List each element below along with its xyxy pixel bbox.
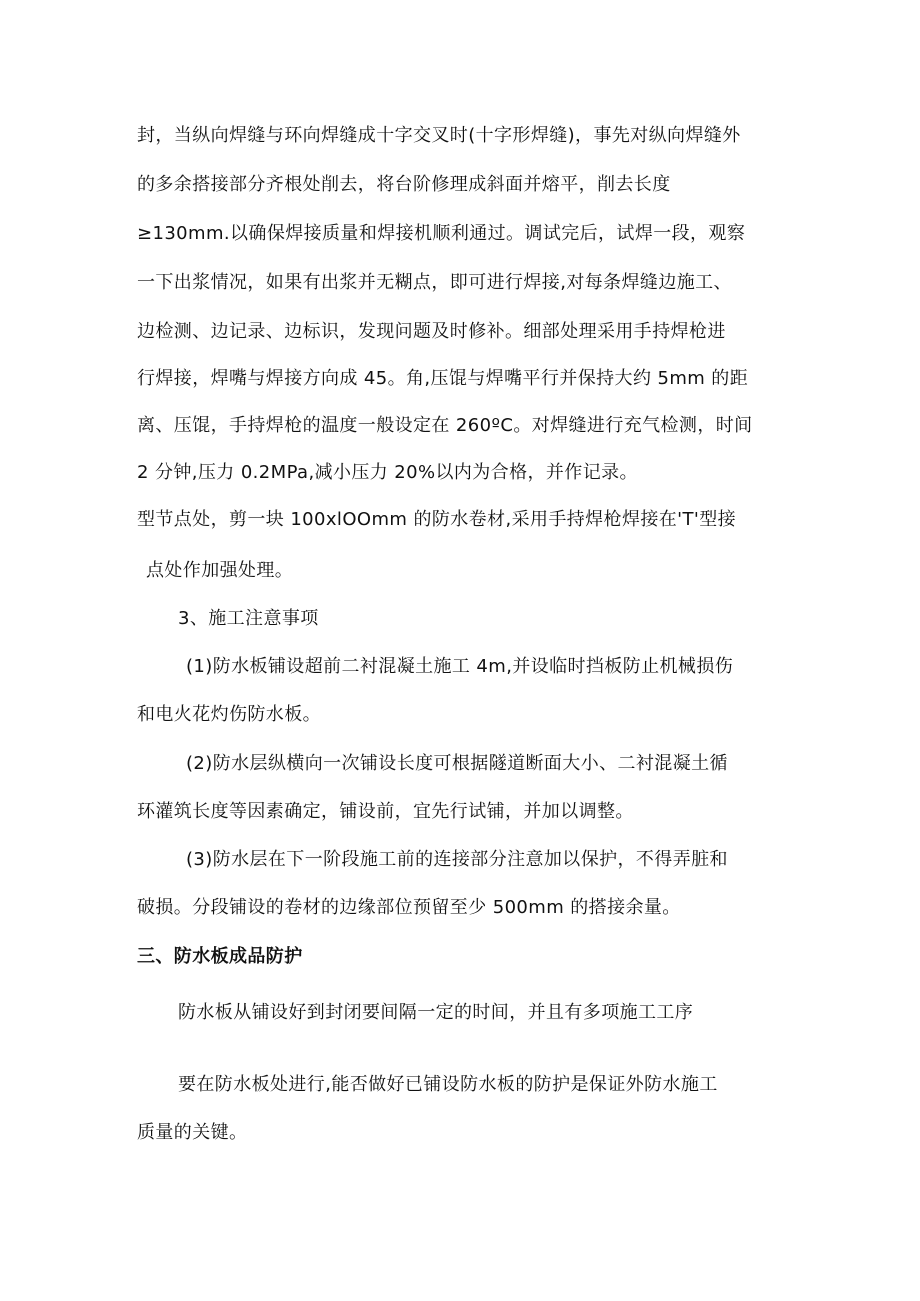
paragraph-line: ≥130mm.以确保焊接质量和焊接机顺利通过。调试完后，试焊一段，观察 (137, 223, 746, 244)
paragraph-line: 一下出浆情况，如果有出浆并无糊点，即可进行焊接,对每条焊缝边施工、 (137, 272, 732, 293)
paragraph-line: 封，当纵向焊缝与环向焊缝成十字交叉时(十字形焊缝)，事先对纵向焊缝外 (137, 125, 741, 146)
paragraph-line: 边检测、边记录、边标识，发现问题及时修补。细部处理采用手持焊枪进 (137, 321, 726, 342)
list-item-line: (2)防水层纵横向一次铺设长度可根据隧道断面大小、二衬混凝土循 (186, 753, 728, 774)
paragraph-line: 型节点处，剪一块 100xlOOmm 的防水卷材,采用手持焊枪焊接在'T'型接 (137, 509, 737, 530)
paragraph-line: 离、压馄，手持焊枪的温度一般设定在 260ºC。对焊缝进行充气检测，时间 (137, 415, 753, 436)
paragraph-line: 的多余搭接部分齐根处削去，将台阶修理成斜面并熔平，削去长度 (137, 174, 671, 195)
paragraph-line: 点处作加强处理。 (146, 560, 294, 581)
list-item-line: 破损。分段铺设的卷材的边缘部位预留至少 500mm 的搭接余量。 (137, 897, 681, 918)
paragraph-line: 防水板从铺设好到封闭要间隔一定的时间，并且有多项施工工序 (178, 1002, 694, 1023)
paragraph-line: 质量的关键。 (137, 1122, 248, 1143)
chapter-title: 三、防水板成品防护 (137, 946, 303, 967)
section-title: 3、施工注意事项 (178, 608, 319, 629)
list-item-line: (1)防水板铺设超前二衬混凝土施工 4m,并设临时挡板防止机械损伤 (186, 656, 734, 677)
list-item-line: (3)防水层在下一阶段施工前的连接部分注意加以保护，不得弄脏和 (186, 849, 728, 870)
paragraph-line: 要在防水板处进行,能否做好已铺设防水板的防护是保证外防水施工 (178, 1074, 718, 1095)
list-item-line: 和电火花灼伤防水板。 (137, 704, 321, 725)
paragraph-line: 行焊接，焊嘴与焊接方向成 45。角,压馄与焊嘴平行并保持大约 5mm 的距 (137, 368, 749, 389)
paragraph-line: 2 分钟,压力 0.2MPa,减小压力 20%以内为合格，并作记录。 (137, 462, 638, 483)
list-item-line: 环灌筑长度等因素确定，铺设前，宜先行试铺，并加以调整。 (137, 801, 634, 822)
